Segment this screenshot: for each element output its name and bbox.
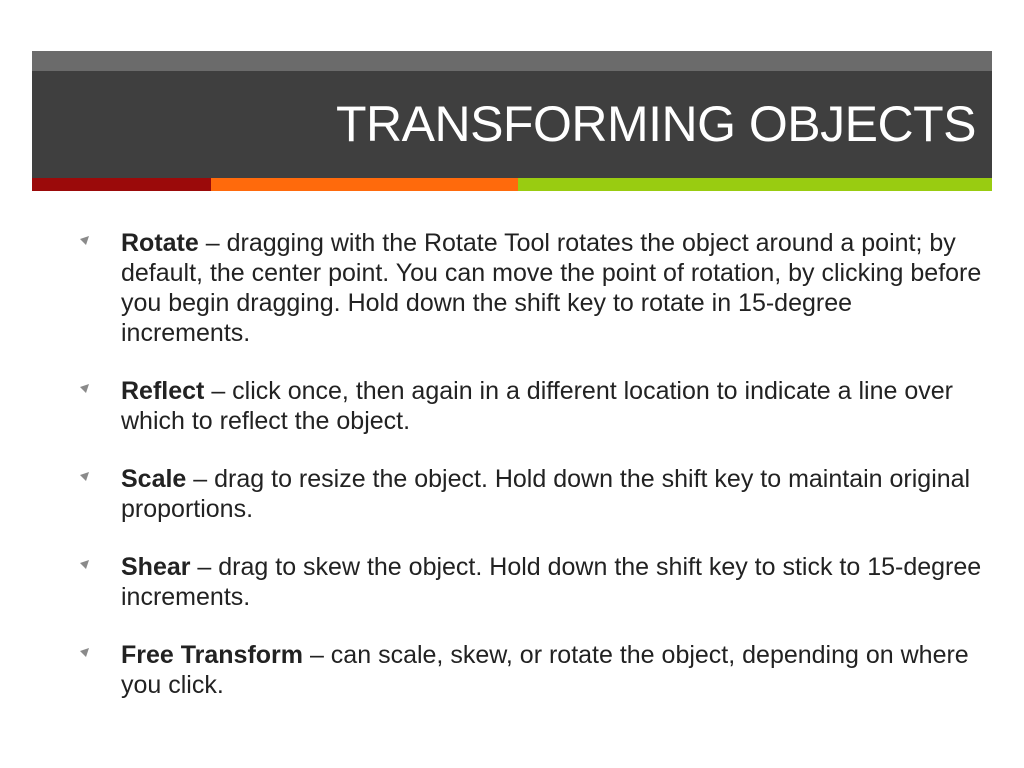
title-header xyxy=(32,71,992,178)
bullet-item-scale xyxy=(72,464,982,524)
bullet-term: Reflect xyxy=(121,377,205,405)
arrow-up-right-icon xyxy=(72,558,92,576)
arrow-up-right-icon xyxy=(72,470,92,488)
bullet-text: – can scale, skew, or rotate the object, depending on where you click. xyxy=(121,641,969,699)
header-top-band xyxy=(32,51,992,71)
accent-segment-2 xyxy=(211,178,518,191)
bullet-item-rotate xyxy=(72,228,982,348)
bullet-item-shear xyxy=(72,552,982,612)
bullet-text: – drag to resize the object. Hold down the shift key to maintain original proportions. xyxy=(121,465,971,523)
bullet-term: Scale xyxy=(121,465,187,493)
bullet-item-free-transform xyxy=(72,640,982,700)
arrow-up-right-icon xyxy=(72,646,92,664)
bullet-list xyxy=(72,228,982,728)
bullet-term: Free Transform xyxy=(121,641,304,669)
bullet-term: Shear xyxy=(121,553,191,581)
arrow-up-right-icon xyxy=(72,382,92,400)
accent-segment-1 xyxy=(32,178,211,191)
bullet-text: – click once, then again in a different location to indicate a line over which to reflect the object. xyxy=(121,377,953,435)
bullet-item-reflect xyxy=(72,376,982,436)
arrow-up-right-icon xyxy=(72,234,92,252)
accent-segment-3 xyxy=(518,178,992,191)
accent-bar xyxy=(32,178,992,191)
bullet-text: – drag to skew the object. Hold down the shift key to stick to 15-degree increments. xyxy=(121,553,982,611)
slide-title: TRANSFORMING OBJECTS xyxy=(335,96,976,152)
bullet-text: – dragging with the Rotate Tool rotates the object around a point; by default, the center point. You can move the point of rotation, by clicking before you begin dragging. Hold down the shift key to rotate in 15-degree increments. xyxy=(121,229,982,347)
bullet-term: Rotate xyxy=(121,229,199,257)
